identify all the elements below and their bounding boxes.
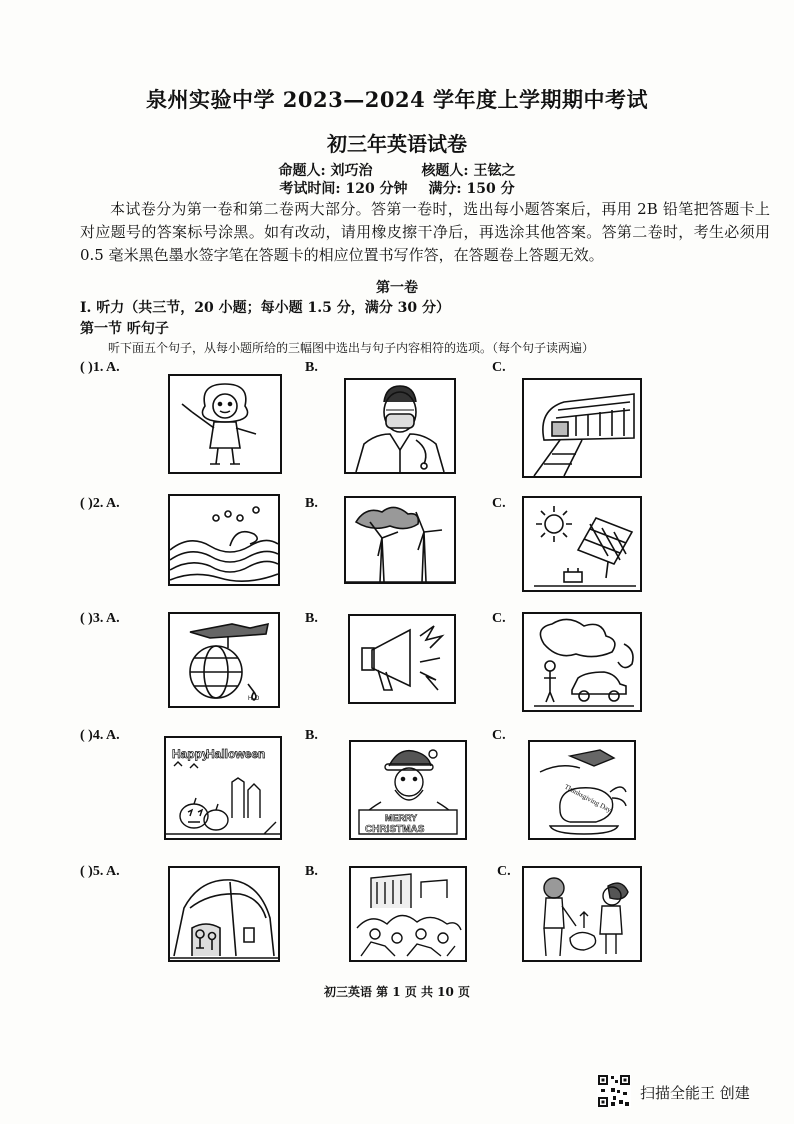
exam-time: 考试时间: 120 分钟 — [279, 181, 408, 197]
thanksgiving-turkey-icon[interactable] — [528, 740, 636, 840]
reviewer: 核题人: 王铉之 — [421, 163, 516, 179]
halloween-text: Halloween — [206, 747, 266, 761]
option-c-label: C. — [492, 728, 506, 743]
page-footer: 初三英语 第 1 页 共 10 页 — [323, 985, 471, 999]
exam-subtitle: 初三年英语试卷 — [327, 132, 467, 156]
thanksgiving-text: Thanksgiving Day — [563, 782, 613, 815]
option-b-label: B. — [305, 728, 318, 743]
earth-water-icon[interactable] — [168, 612, 280, 708]
section-heading: 第一节 听句子 — [80, 321, 169, 337]
ocean-waves-icon[interactable] — [168, 494, 280, 586]
question-label: ( )4. A. — [80, 728, 120, 743]
question-label: ( )1. A. — [80, 360, 120, 375]
car-pollution-icon[interactable] — [522, 612, 642, 712]
volume-heading: 第一卷 — [376, 280, 418, 296]
option-b-label: B. — [305, 360, 318, 375]
intro-paragraph: 本试卷分为第一卷和第二卷两大部分。答第一卷时，选出每小题答案后，再用 2B 铅笔把答题卡上对应题号的答案标号涂黑。如有改动，请用橡皮擦干净后，再选涂其他答案。答第二卷时，考生必须用 0.5 毫米黑色墨水签字笔在答题卡的相应位置书写作答，在答题卷上答题无效。 — [80, 200, 770, 264]
time-score-line — [0, 178, 794, 198]
tree-planting-icon[interactable] — [522, 866, 642, 962]
exam-title: 泉州实验中学 2023—2024 学年度上学期期中考试 — [145, 87, 648, 112]
option-c-label: C. — [492, 611, 506, 626]
part-heading: I. 听力（共三节，20 小题；每小题 1.5 分，满分 30 分） — [80, 300, 450, 316]
santa-christmas-icon[interactable] — [349, 740, 467, 840]
authors-line — [0, 160, 794, 180]
doctor-mask-icon[interactable] — [344, 378, 456, 474]
scanner-watermark: 扫描全能王 创建 — [640, 1084, 750, 1102]
full-score: 满分: 150 分 — [428, 181, 515, 197]
train-icon[interactable] — [522, 378, 642, 478]
loudspeaker-icon[interactable] — [348, 614, 456, 704]
option-c-label: C. — [497, 864, 511, 879]
option-b-label: B. — [305, 496, 318, 511]
question-label: ( )2. A. — [80, 496, 120, 511]
merry-text: MERRY — [385, 813, 418, 823]
christmas-text: CHRISTMAS — [365, 824, 425, 835]
option-b-label: B. — [305, 611, 318, 626]
solar-panel-icon[interactable] — [522, 496, 642, 592]
happy-text: Happy — [172, 747, 209, 761]
setter: 命题人: 刘巧治 — [278, 163, 373, 179]
earthquake-rescue-icon[interactable] — [349, 866, 467, 962]
wind-turbines-icon[interactable] — [344, 496, 456, 584]
tent-icon[interactable] — [168, 866, 280, 962]
option-c-label: C. — [492, 360, 506, 375]
question-label: ( )5. A. — [80, 864, 120, 879]
girl-conductor-icon[interactable] — [168, 374, 282, 474]
qr-code-icon — [597, 1074, 631, 1108]
instruction: 听下面五个句子，从每小题所给的三幅图中选出与句子内容相符的选项。（每个句子读两遍） — [108, 341, 595, 355]
option-b-label: B. — [305, 864, 318, 879]
question-label: ( )3. A. — [80, 611, 120, 626]
option-c-label: C. — [492, 496, 506, 511]
halloween-pumpkin-icon[interactable] — [164, 736, 282, 840]
h2o-label: H₂O — [248, 696, 260, 702]
